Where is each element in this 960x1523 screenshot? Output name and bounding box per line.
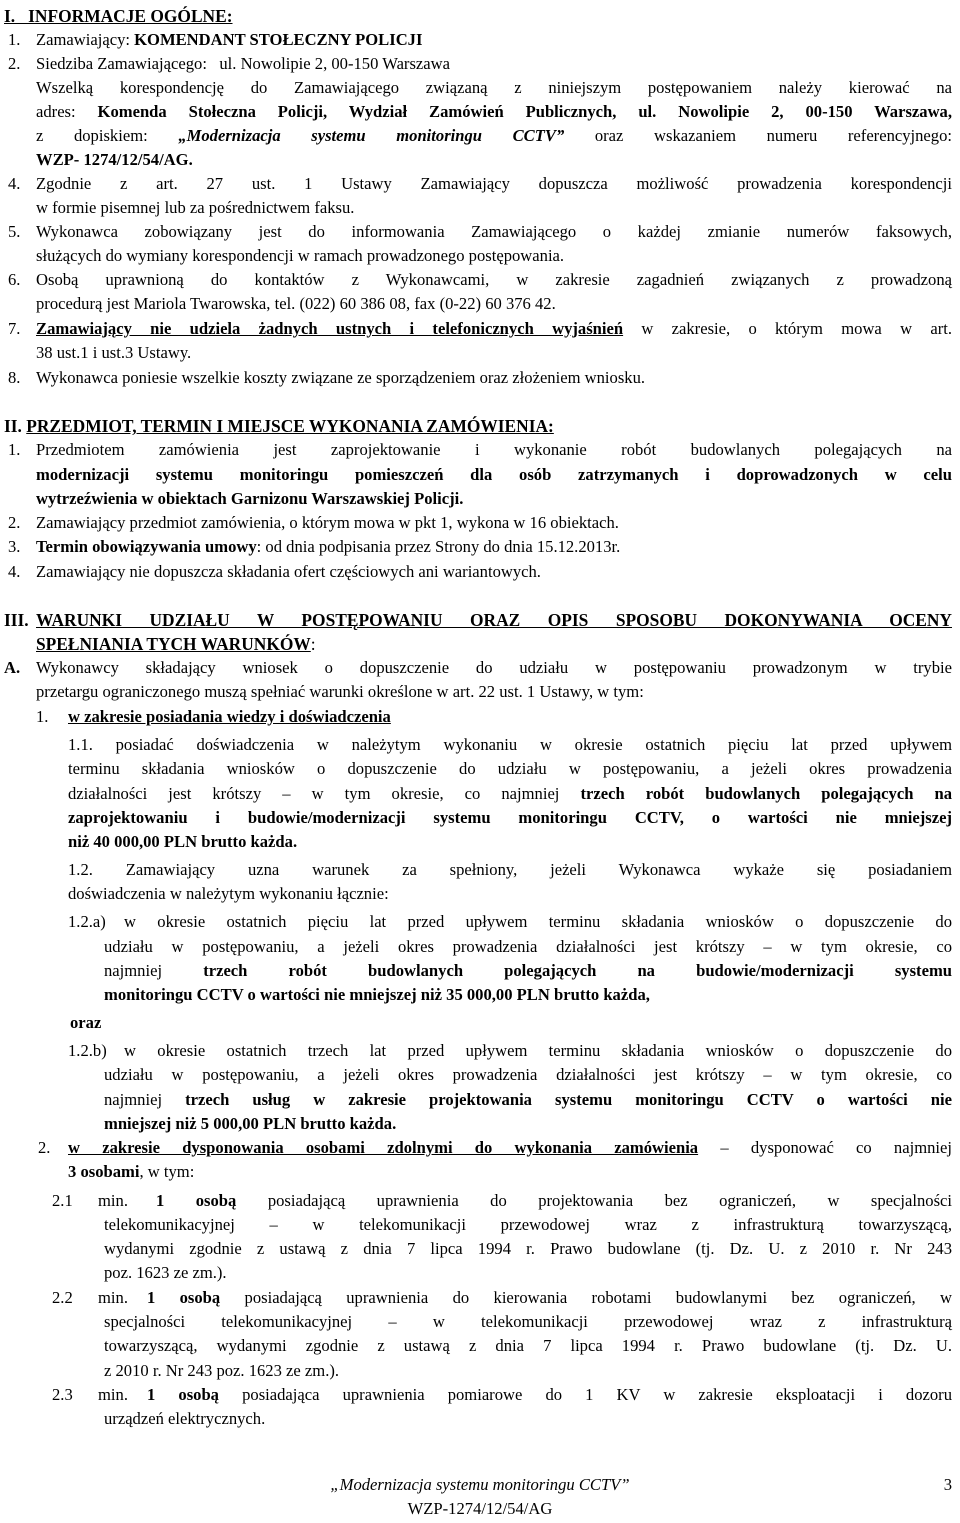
list-number: 2.2	[52, 1288, 73, 1307]
text-span: działalności jest krótszy – w tym okresie, co najmniej	[68, 784, 560, 803]
section-title: SPEŁNIANIA TYCH WARUNKÓW:	[36, 634, 316, 654]
list-number: 1.2.a)	[68, 912, 106, 931]
list-number: 4.	[8, 174, 21, 193]
paragraph-line: towarzyszącą, wydanymi zgodnie z ustawą z dnia 7 lipca 1994 r. Prawo budowlane (tj. Dz. U.	[104, 1336, 952, 1355]
paragraph-line	[68, 782, 952, 806]
footer-title: „Modernizacja systemu monitoringu CCTV”	[330, 1475, 630, 1494]
section-title-cont: SPEŁNIANIA TYCH WARUNKÓW	[36, 634, 311, 654]
list-number: 6.	[8, 270, 21, 289]
text-span: : od dnia podpisania przez Strony do dnia 15.12.2013r.	[256, 537, 621, 556]
list-number: 5.	[8, 222, 21, 241]
paragraph-line: w formie pisemnej lub za pośrednictwem faksu.	[36, 198, 355, 217]
bold-span: 1 osobą	[147, 1385, 219, 1404]
paragraph-line: przetargu ograniczonego muszą spełniać warunki określone w art. 22 ust. 1 Ustawy, w tym:	[36, 682, 644, 701]
paragraph-line	[104, 959, 952, 983]
list-number: 4.	[8, 562, 21, 581]
min-label: min.	[98, 1191, 128, 1210]
list-item-text	[36, 28, 422, 52]
paragraph-line: procedurą jest Mariola Twarowska, tel. (022) 60 386 08, fax (0-22) 60 376 42.	[36, 294, 556, 313]
text-span: posiadająca uprawnienia pomiarowe do 1 KV w zakresie eksploatacji i dozoru	[242, 1385, 952, 1404]
paragraph-line	[36, 535, 620, 559]
emphasis-text: Zamawiający nie udziela żadnych ustnych i telefonicznych wyjaśnień	[36, 319, 624, 338]
text-span: oraz wskazaniem numeru referencyjnego:	[594, 126, 953, 145]
list-number: 2.	[8, 54, 21, 73]
paragraph-line: w okresie ostatnich trzech lat przed upływem terminu składania wniosków o dopuszczenie do	[124, 1041, 952, 1060]
paragraph-line: 1.2. Zamawiający uzna warunek za spełniony, jeżeli Wykonawca wykaże się posiadaniem	[68, 860, 952, 879]
paragraph-line: doświadczenia w należytym wykonaniu łącznie:	[68, 884, 389, 903]
list-number: 2.	[38, 1138, 51, 1157]
paragraph-line: specjalności telekomunikacyjnej – w telekomunikacji przewodowej wraz z infrastrukturą	[104, 1312, 952, 1331]
paragraph-line: udziału w postępowaniu, a jeżeli okres prowadzenia działalności jest krótszy – w tym okresie, co	[104, 1065, 952, 1084]
paragraph-line: Wszelką korespondencję do Zamawiającego związaną z niniejszym postępowaniem należy kierować na	[36, 78, 952, 97]
condition-title: w zakresie posiadania wiedzy i doświadczenia	[68, 707, 391, 726]
address-bold: Nowolipie 2, 00-150 Warszawa,	[678, 102, 952, 121]
paragraph-line: służących do wymiany korespondencji w ramach prowadzonego postępowania.	[36, 246, 565, 265]
text-span: adres:	[36, 102, 76, 121]
paragraph-line	[156, 1189, 952, 1213]
section-number: II.	[4, 416, 22, 436]
paragraph-line: w okresie ostatnich pięciu lat przed upływem terminu składania wniosków o dopuszczenie do	[124, 912, 952, 931]
section-heading-informacje: I. INFORMACJE OGÓLNE:	[4, 6, 233, 26]
paragraph-line	[36, 100, 952, 124]
list-item-text: Siedziba Zamawiającego: ul. Nowolipie 2, 00-150 Warszawa	[36, 54, 450, 73]
term-label: Termin obowiązywania umowy	[36, 537, 257, 556]
list-number: 7.	[8, 319, 21, 338]
paragraph-line	[36, 124, 952, 148]
list-number: 2.3	[52, 1385, 73, 1404]
bold-span: 3 osobami	[68, 1162, 140, 1181]
paragraph-line: Zamawiający przedmiot zamówienia, o którym mowa w pkt 1, wykona w 16 obiektach.	[36, 513, 619, 532]
address-bold: Komenda Stołeczna Policji, Wydział Zamówień Publicznych, ul.	[97, 102, 657, 121]
text-span: – dysponować co najmniej	[720, 1138, 952, 1157]
paragraph-line: modernizacji systemu monitoringu pomieszczeń dla osób zatrzymanych i doprowadzonych w celu	[36, 465, 952, 484]
bold-span: trzech usług w zakresie projektowania systemu monitoringu CCTV o wartości nie	[185, 1090, 952, 1109]
paragraph-line	[68, 1136, 952, 1160]
section-title: WARUNKI UDZIAŁU W POSTĘPOWANIU ORAZ OPIS SPOSOBU DOKONYWANIA OCENY	[36, 610, 952, 630]
paragraph-line: urządzeń elektrycznych.	[104, 1409, 266, 1428]
bold-span: trzech robót budowlanych polegających na	[580, 784, 952, 803]
paragraph-line: terminu składania wniosków o dopuszczenie do udziału w postępowaniu, a jeżeli okres prowadzenia	[68, 759, 952, 778]
text-span: najmniej	[104, 1090, 163, 1109]
text-span: , w tym:	[139, 1162, 195, 1181]
list-number: 2.	[8, 513, 21, 532]
text-span: z dopiskiem:	[36, 126, 148, 145]
paragraph-line: 1.1. posiadać doświadczenia w należytym wykonaniu w okresie ostatnich pięciu lat przed upływem	[68, 735, 952, 754]
paragraph-line: Zamawiający nie dopuszcza składania ofert częściowych ani wariantowych.	[36, 562, 541, 581]
list-number: 1.2.b)	[68, 1041, 107, 1060]
paragraph-line: telekomunikacyjnej – w telekomunikacji przewodowej wraz z infrastrukturą towarzyszącą,	[104, 1215, 952, 1234]
paragraph-line: niż 40 000,00 PLN brutto każda.	[68, 832, 298, 851]
bold-span: 1 osobą	[147, 1288, 221, 1307]
subsection-label: A.	[4, 658, 21, 677]
paragraph-line: Wykonawcy składający wniosek o dopuszczenie do udziału w postępowaniu prowadzonym w trybie	[36, 658, 952, 677]
bold-span: trzech robót budowlanych polegających na budowie/modernizacji systemu	[203, 961, 952, 980]
reference-number: WZP- 1274/12/54/AG.	[36, 150, 193, 169]
text-span: posiadającą uprawnienia do projektowania bez ograniczeń, w specjalności	[267, 1191, 952, 1210]
paragraph-line: Przedmiotem zamówienia jest zaprojektowanie i wykonanie robót budowlanych polegających na	[36, 440, 952, 459]
min-label: min.	[98, 1385, 128, 1404]
list-number: 8.	[8, 368, 21, 387]
paragraph-line	[147, 1286, 952, 1310]
paragraph-line: Wykonawca zobowiązany jest do informowania Zamawiającego o każdej zmianie numerów faksowych,	[36, 222, 952, 241]
bold-span: 1 osobą	[156, 1191, 237, 1210]
paragraph-line: Zgodnie z art. 27 ust. 1 Ustawy Zamawiający dopuszcza możliwość prowadzenia korespondencji	[36, 174, 952, 193]
paragraph-line	[68, 1160, 194, 1184]
text-span: posiadającą uprawnienia do kierowania robotami budowlanymi bez ograniczeń, w	[244, 1288, 952, 1307]
list-number: 3.	[8, 537, 21, 556]
paragraph-line	[104, 1088, 952, 1112]
paragraph-line: wydanymi zgodnie z ustawą z dnia 7 lipca 1994 r. Prawo budowlane (tj. Dz. U. z 2010 r. Nr 243	[104, 1239, 952, 1258]
text-span: najmniej	[104, 961, 163, 980]
min-label: min.	[98, 1288, 128, 1307]
paragraph-line	[147, 1383, 952, 1407]
section-heading-przedmiot	[4, 414, 554, 438]
list-number: 1.	[8, 440, 21, 459]
paragraph-line: Osobą uprawnioną do kontaktów z Wykonawcami, w zakresie zagadnień związanych z prowadzoną	[36, 270, 952, 289]
page-number: 3	[943, 1475, 952, 1494]
paragraph-line: wytrzeźwienia w obiektach Garnizonu Warszawskiej Policji.	[36, 489, 464, 508]
paragraph-line: z 2010 r. Nr 243 poz. 1623 ze zm.).	[104, 1361, 340, 1380]
paragraph-line: monitoringu CCTV o wartości nie mniejszej niż 35 000,00 PLN brutto każda,	[104, 985, 650, 1004]
paragraph-line: zaprojektowaniu i budowie/modernizacji systemu monitoringu CCTV, o wartości nie mniejszej	[68, 808, 952, 827]
paragraph-line: poz. 1623 ze zm.).	[104, 1263, 227, 1282]
paragraph-line: 38 ust.1 i ust.3 Ustawy.	[36, 343, 192, 362]
contracting-authority-value: KOMENDANT STOŁECZNY POLICJI	[134, 30, 423, 49]
paragraph-line: Wykonawca poniesie wszelkie koszty związane ze sporządzeniem oraz złożeniem wniosku.	[36, 368, 646, 387]
list-number: 1.	[8, 30, 21, 49]
project-title: „Modernizacja systemu monitoringu CCTV”	[178, 126, 565, 145]
paragraph-line: mniejszej niż 5 000,00 PLN brutto każda.	[104, 1114, 397, 1133]
text-span: w zakresie, o którym mowa w art.	[641, 319, 952, 338]
list-number: 2.1	[52, 1191, 73, 1210]
conjunction: oraz	[70, 1013, 102, 1032]
paragraph-line	[36, 317, 952, 341]
contracting-authority-label: Zamawiający:	[36, 30, 130, 49]
section-title: PRZEDMIOT, TERMIN I MIEJSCE WYKONANIA ZAMÓWIENIA:	[26, 416, 554, 436]
paragraph-line: udziału w postępowaniu, a jeżeli okres prowadzenia działalności jest krótszy – w tym okresie, co	[104, 937, 952, 956]
condition-title: w zakresie dysponowania osobami zdolnymi do wykonania zamówienia	[68, 1138, 699, 1157]
section-number: III.	[4, 610, 29, 630]
footer-reference: WZP-1274/12/54/AG	[407, 1499, 553, 1518]
list-number: 1.	[36, 707, 49, 726]
